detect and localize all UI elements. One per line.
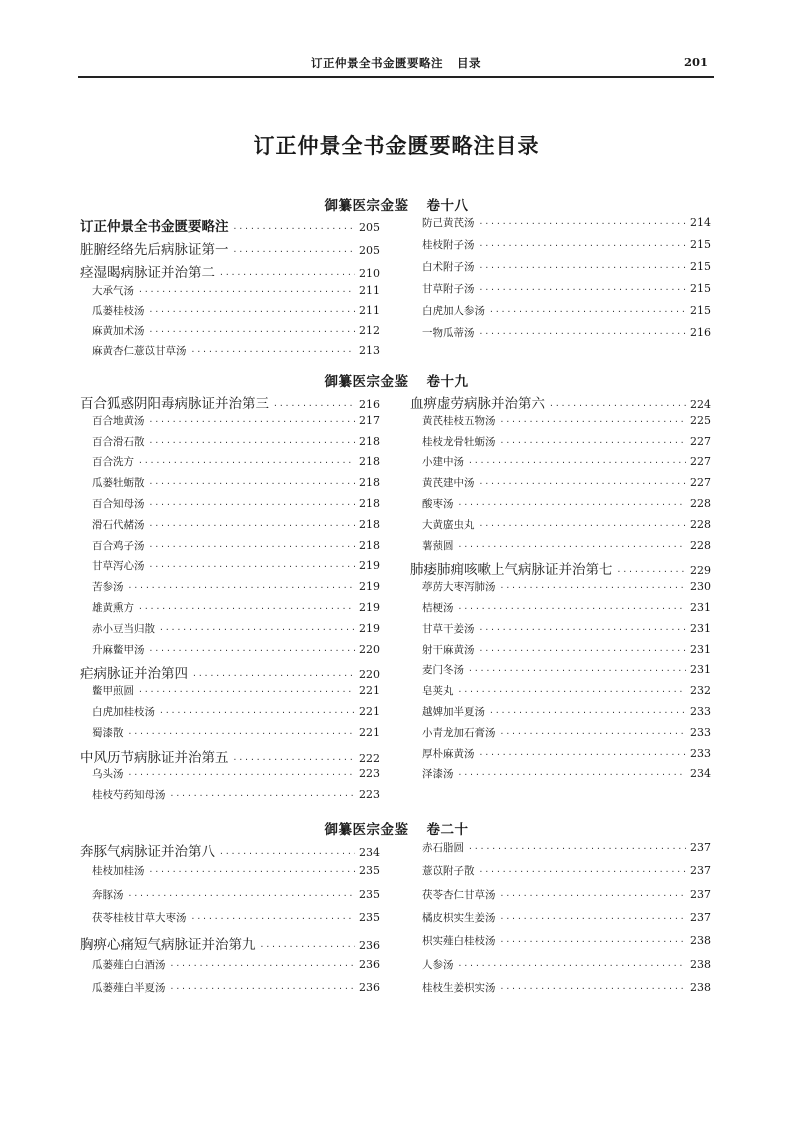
- volume-heading: [0, 194, 793, 214]
- toc-entry-title: 乌头汤: [92, 768, 124, 781]
- dot-leader: [149, 867, 356, 876]
- dot-leader: [128, 583, 356, 592]
- toc-entry-page: 233: [690, 725, 711, 739]
- toc-entry-page: 229: [690, 564, 711, 578]
- toc-entry: [80, 261, 380, 281]
- dot-leader: [138, 458, 355, 467]
- toc-entry-title: 大黄䗪虫丸: [422, 518, 475, 531]
- dot-leader: [128, 729, 356, 738]
- header-section: 目录: [457, 56, 481, 70]
- toc-entry-page: 222: [359, 751, 380, 765]
- toc-entry-title: 升麻鳖甲汤: [92, 643, 145, 656]
- toc-entry-page: 223: [359, 767, 380, 781]
- toc-entry-title: 肺痿肺痈咳嗽上气病脉证并治第七: [410, 562, 613, 579]
- toc-entry-page: 211: [359, 304, 380, 317]
- toc-entry-page: 228: [690, 497, 711, 510]
- toc-entry: [422, 413, 711, 428]
- toc-entry: [422, 237, 711, 252]
- toc-entry-title: 薏苡附子散: [422, 865, 475, 878]
- toc-entry-page: 236: [359, 980, 380, 994]
- toc-entry: [422, 538, 711, 553]
- page-title: 订正仲景全书金匮要略注目录: [253, 133, 540, 158]
- dot-leader: [500, 984, 687, 993]
- toc-entry-title: 薯蓣圆: [422, 539, 454, 552]
- toc-entry-page: 235: [359, 887, 380, 901]
- volume-heading: [0, 370, 793, 390]
- dot-leader: [500, 729, 687, 738]
- toc-entry-title: 桂枝龙骨牡蛎汤: [422, 435, 496, 448]
- toc-entry-page: 218: [359, 476, 380, 490]
- toc-entry-page: 238: [690, 957, 711, 971]
- toc-entry: [80, 662, 380, 682]
- toc-entry-title: 小建中汤: [422, 456, 464, 469]
- toc-entry: [92, 496, 380, 511]
- toc-entry: [422, 766, 711, 781]
- toc-entry-page: 205: [359, 221, 380, 234]
- toc-entry: [422, 957, 711, 972]
- toc-entry: [422, 863, 711, 878]
- toc-entry-title: 蜀漆散: [92, 726, 124, 739]
- toc-entry-page: 218: [359, 497, 380, 510]
- dot-leader: [233, 224, 356, 233]
- toc-entry-page: 224: [690, 398, 711, 411]
- toc-entry-title: 赤小豆当归散: [92, 622, 155, 635]
- dot-leader: [149, 479, 356, 488]
- toc-entry-title: 射干麻黄汤: [422, 643, 475, 656]
- toc-entry: [422, 704, 711, 719]
- toc-entry-title: 越婢加半夏汤: [422, 706, 485, 718]
- dot-leader: [479, 521, 687, 530]
- toc-entry: [410, 392, 711, 412]
- dot-leader: [273, 401, 355, 410]
- toc-entry-page: 225: [690, 413, 711, 427]
- toc-entry-page: 231: [690, 621, 711, 635]
- dot-leader: [479, 625, 687, 634]
- toc-entry: [92, 725, 380, 740]
- toc-entry: [92, 454, 380, 469]
- toc-entry-page: 223: [359, 788, 380, 802]
- dot-leader: [191, 347, 356, 356]
- toc-entry-page: 237: [690, 887, 711, 901]
- running-header-title: [78, 55, 714, 71]
- dot-leader: [138, 687, 355, 696]
- toc-entry-page: 227: [690, 455, 711, 469]
- dot-leader: [479, 750, 687, 759]
- toc-entry-page: 218: [359, 455, 380, 469]
- toc-entry: [92, 766, 380, 781]
- toc-entry: [92, 704, 380, 719]
- toc-entry-page: 238: [690, 934, 711, 948]
- toc-entry-page: 227: [690, 434, 711, 448]
- toc-entry-title: 枳实薤白桂枝汤: [422, 935, 496, 948]
- dot-leader: [489, 708, 686, 717]
- dot-leader: [138, 287, 355, 296]
- toc-entry-page: 218: [359, 517, 380, 531]
- toc-entry-title: 泽漆汤: [422, 768, 454, 781]
- toc-entry-title: 奔豚汤: [92, 888, 124, 901]
- toc-entry: [422, 840, 711, 855]
- toc-entry: [422, 746, 711, 761]
- toc-entry-title: 赤石脂圆: [422, 842, 464, 854]
- toc-entry-title: 百合狐惑阴阳毒病脉证并治第三: [80, 396, 269, 412]
- toc-entry-title: 瓜蒌桂枝汤: [92, 305, 145, 317]
- dot-leader: [458, 687, 687, 696]
- toc-entry-page: 214: [690, 216, 711, 229]
- toc-entry: [92, 323, 380, 338]
- toc-entry: [422, 621, 711, 636]
- toc-entry-title: 瓜蒌薤白半夏汤: [92, 981, 166, 994]
- toc-entry-title: 桔梗汤: [422, 602, 454, 614]
- dot-leader: [458, 961, 687, 970]
- toc-entry-title: 人参汤: [422, 958, 454, 971]
- toc-entry-page: 234: [359, 846, 380, 859]
- toc-entry-page: 228: [690, 538, 711, 552]
- toc-entry: [92, 579, 380, 594]
- toc-entry-page: 231: [690, 642, 711, 656]
- running-header: [78, 50, 714, 78]
- dot-leader: [479, 646, 687, 655]
- toc-entry: [92, 283, 380, 298]
- toc-entry-title: 百合地黄汤: [92, 414, 145, 427]
- toc-entry-title: 百合鸡子汤: [92, 539, 145, 552]
- toc-entry: [422, 281, 711, 296]
- toc-entry-page: 235: [359, 910, 380, 924]
- dot-leader: [458, 604, 687, 613]
- toc-entry: [92, 621, 380, 636]
- toc-entry-title: 血痹虚劳病脉并治第六: [410, 396, 545, 412]
- toc-entry-title: 雄黄熏方: [92, 602, 134, 614]
- toc-entry-title: 百合滑石散: [92, 435, 145, 448]
- toc-entry-title: 百合洗方: [92, 456, 134, 469]
- toc-entry-title: 桂枝芍药知母汤: [92, 789, 166, 802]
- toc-entry-page: 219: [359, 621, 380, 635]
- toc-entry: [422, 454, 711, 469]
- toc-entry-title: 瓜蒌牡蛎散: [92, 477, 145, 490]
- dot-leader: [458, 770, 687, 779]
- toc-entry-page: 236: [359, 939, 380, 953]
- toc-entry-page: 220: [359, 642, 380, 656]
- toc-entry-page: 232: [690, 684, 711, 698]
- toc-entry-page: 215: [690, 304, 711, 317]
- dot-leader: [500, 937, 687, 946]
- toc-entry: [80, 238, 380, 258]
- dot-leader: [468, 458, 686, 467]
- dot-leader: [170, 984, 356, 993]
- toc-entry: [422, 662, 711, 677]
- dot-leader: [479, 479, 687, 488]
- dot-leader: [468, 844, 686, 853]
- toc-entry: [92, 303, 380, 318]
- toc-entry: [92, 413, 380, 428]
- dot-leader: [458, 542, 687, 551]
- toc-entry-title: 茯苓杏仁甘草汤: [422, 888, 496, 901]
- dot-leader: [458, 500, 687, 509]
- toc-entry: [422, 887, 711, 902]
- dot-leader: [479, 285, 687, 294]
- toc-entry: [92, 600, 380, 615]
- volume-number: 卷二十: [426, 822, 469, 838]
- toc-entry-title: 瓜蒌薤白白酒汤: [92, 958, 166, 971]
- toc-entry-title: 一物瓜蒂汤: [422, 327, 475, 339]
- toc-entry-page: 217: [359, 413, 380, 427]
- toc-entry-title: 白虎加人参汤: [422, 305, 485, 317]
- dot-leader: [479, 263, 687, 272]
- dot-leader: [219, 270, 355, 279]
- toc-entry-page: 205: [359, 244, 380, 257]
- toc-entry: [92, 517, 380, 532]
- toc-entry-title: 滑石代赭汤: [92, 518, 145, 531]
- toc-entry: [422, 725, 711, 740]
- toc-entry: [80, 840, 380, 860]
- toc-entry-title: 茯苓桂枝甘草大枣汤: [92, 911, 187, 924]
- toc-entry: [422, 259, 711, 274]
- toc-entry-title: 酸枣汤: [422, 498, 454, 510]
- toc-entry-page: 238: [690, 980, 711, 994]
- toc-entry-page: 231: [690, 663, 711, 677]
- toc-entry-page: 237: [690, 910, 711, 924]
- toc-entry-title: 厚朴麻黄汤: [422, 747, 475, 760]
- toc-entry-title: 订正仲景全书金匮要略注: [80, 219, 229, 235]
- toc-entry: [422, 600, 711, 615]
- toc-entry-title: 鳖甲煎圆: [92, 685, 134, 698]
- toc-entry-page: 231: [690, 601, 711, 614]
- dot-leader: [149, 542, 356, 551]
- toc-entry-title: 麻黄杏仁薏苡甘草汤: [92, 345, 187, 357]
- dot-leader: [159, 708, 355, 717]
- toc-entry-page: 219: [359, 580, 380, 594]
- toc-entry: [92, 910, 380, 925]
- dot-leader: [479, 219, 687, 228]
- toc-entry: [92, 475, 380, 490]
- toc-entry: [92, 957, 380, 972]
- dot-leader: [260, 942, 356, 951]
- toc-entry: [92, 538, 380, 553]
- volume-heading: [0, 818, 793, 838]
- dot-leader: [191, 914, 356, 923]
- dot-leader: [549, 401, 686, 410]
- toc-entry: [422, 579, 711, 594]
- toc-entry-page: 215: [690, 282, 711, 295]
- dot-leader: [149, 307, 356, 316]
- dot-leader: [500, 438, 687, 447]
- dot-leader: [149, 500, 356, 509]
- dot-leader: [149, 521, 356, 530]
- toc-entry-title: 桂枝生姜枳实汤: [422, 981, 496, 994]
- dot-leader: [500, 914, 687, 923]
- toc-entry-title: 大承气汤: [92, 285, 134, 297]
- toc-entry: [422, 980, 711, 995]
- toc-entry-title: 痉湿暍病脉证并治第二: [80, 265, 215, 281]
- toc-entry-title: 橘皮枳实生姜汤: [422, 911, 496, 924]
- toc-entry-title: 苦参汤: [92, 581, 124, 594]
- toc-entry-page: 221: [359, 684, 380, 698]
- dot-leader: [138, 604, 355, 613]
- dot-leader: [149, 562, 356, 571]
- toc-entry: [422, 933, 711, 948]
- toc-entry: [92, 683, 380, 698]
- toc-entry: [422, 642, 711, 657]
- toc-entry: [80, 746, 380, 766]
- dot-leader: [128, 891, 356, 900]
- toc-entry-title: 甘草泻心汤: [92, 560, 145, 573]
- toc-entry: [422, 303, 711, 318]
- toc-entry-page: 215: [690, 260, 711, 273]
- dot-leader: [479, 867, 687, 876]
- toc-entry-page: 221: [359, 705, 380, 718]
- toc-entry-page: 216: [690, 326, 711, 339]
- toc-entry-page: 219: [359, 601, 380, 614]
- toc-entry-page: 218: [359, 538, 380, 552]
- toc-entry-title: 麦门冬汤: [422, 664, 464, 677]
- toc-entry-page: 235: [359, 864, 380, 878]
- toc-entry-title: 奔豚气病脉证并治第八: [80, 844, 215, 860]
- dot-leader: [489, 307, 686, 316]
- toc-entry: [92, 343, 380, 358]
- toc-entry-title: 麻黄加术汤: [92, 325, 145, 337]
- dot-leader: [479, 241, 687, 250]
- toc-entry: [92, 980, 380, 995]
- toc-entry-title: 桂枝附子汤: [422, 239, 475, 251]
- toc-entry: [92, 434, 380, 449]
- toc-entry: [92, 642, 380, 657]
- toc-entry-page: 221: [359, 725, 380, 739]
- toc-entry-page: 230: [690, 580, 711, 594]
- toc-entry: [422, 215, 711, 230]
- toc-entry-title: 白术附子汤: [422, 261, 475, 273]
- toc-entry: [422, 910, 711, 925]
- toc-entry-page: 236: [359, 957, 380, 971]
- dot-leader: [170, 791, 356, 800]
- toc-entry-page: 237: [690, 864, 711, 878]
- toc-entry-title: 中风历节病脉证并治第五: [80, 749, 229, 766]
- toc-entry-page: 233: [690, 705, 711, 718]
- dot-leader: [500, 583, 687, 592]
- toc-entry-title: 百合知母汤: [92, 498, 145, 510]
- toc-entry-title: 白虎加桂枝汤: [92, 706, 155, 718]
- toc-entry-title: 脏腑经络先后病脉证第一: [80, 242, 229, 258]
- dot-leader: [149, 438, 356, 447]
- toc-entry: [422, 475, 711, 490]
- dot-leader: [192, 671, 355, 680]
- volume-number: 卷十八: [426, 198, 469, 214]
- toc-entry-page: 237: [690, 841, 711, 854]
- volume-number: 卷十九: [426, 374, 469, 390]
- page-number: 201: [683, 55, 708, 69]
- toc-entry: [80, 933, 380, 953]
- toc-entry-title: 防己黄芪汤: [422, 217, 475, 229]
- dot-leader: [149, 646, 356, 655]
- toc-entry-page: 234: [690, 767, 711, 781]
- toc-entry-page: 219: [359, 559, 380, 573]
- toc-entry: [422, 683, 711, 698]
- toc-entry-title: 黄芪桂枝五物汤: [422, 414, 496, 427]
- toc-entry-page: 215: [690, 238, 711, 251]
- toc-entry-page: 210: [359, 267, 380, 280]
- dot-leader: [170, 961, 356, 970]
- toc-entry: [422, 517, 711, 532]
- dot-leader: [233, 247, 356, 256]
- toc-entry: [92, 887, 380, 902]
- toc-entry-page: 211: [359, 284, 380, 297]
- volume-series: 御纂医宗金鉴: [324, 374, 409, 390]
- toc-entry: [422, 496, 711, 511]
- toc-entry-title: 疟病脉证并治第四: [80, 666, 188, 683]
- toc-entry-title: 桂枝加桂汤: [92, 865, 145, 878]
- toc-entry: [80, 392, 380, 412]
- toc-entry-title: 黄芪建中汤: [422, 477, 475, 490]
- toc-entry: [422, 325, 711, 340]
- toc-entry-title: 皂荚丸: [422, 685, 454, 698]
- toc-entry: [92, 558, 380, 573]
- toc-entry-title: 葶苈大枣泻肺汤: [422, 581, 496, 594]
- toc-entry-page: 212: [359, 324, 380, 337]
- toc-entry-page: 213: [359, 344, 380, 357]
- toc-entry-page: 220: [359, 668, 380, 682]
- toc-entry: [410, 558, 711, 578]
- dot-leader: [149, 327, 356, 336]
- toc-entry: [422, 434, 711, 449]
- dot-leader: [500, 417, 687, 426]
- toc-entry: [92, 787, 380, 802]
- header-book-title: 订正仲景全书金匮要略注: [311, 56, 443, 70]
- toc-entry-title: 甘草干姜汤: [422, 622, 475, 635]
- dot-leader: [128, 770, 356, 779]
- volume-series: 御纂医宗金鉴: [324, 822, 409, 838]
- toc-entry-page: 228: [690, 517, 711, 531]
- toc-entry-page: 218: [359, 434, 380, 448]
- toc-entry: [92, 863, 380, 878]
- toc-entry-title: 小青龙加石膏汤: [422, 726, 496, 739]
- dot-leader: [219, 849, 355, 858]
- toc-entry-title: 胸痹心痛短气病脉证并治第九: [80, 937, 256, 954]
- volume-series: 御纂医宗金鉴: [324, 198, 409, 214]
- dot-leader: [159, 625, 355, 634]
- dot-leader: [479, 329, 687, 338]
- toc-entry-page: 233: [690, 746, 711, 760]
- toc-entry-page: 216: [359, 398, 380, 411]
- dot-leader: [149, 417, 356, 426]
- dot-leader: [617, 567, 687, 576]
- dot-leader: [233, 755, 356, 764]
- dot-leader: [500, 891, 687, 900]
- dot-leader: [468, 666, 686, 675]
- toc-entry: [80, 215, 380, 235]
- toc-entry-title: 甘草附子汤: [422, 283, 475, 295]
- toc-entry-page: 227: [690, 476, 711, 490]
